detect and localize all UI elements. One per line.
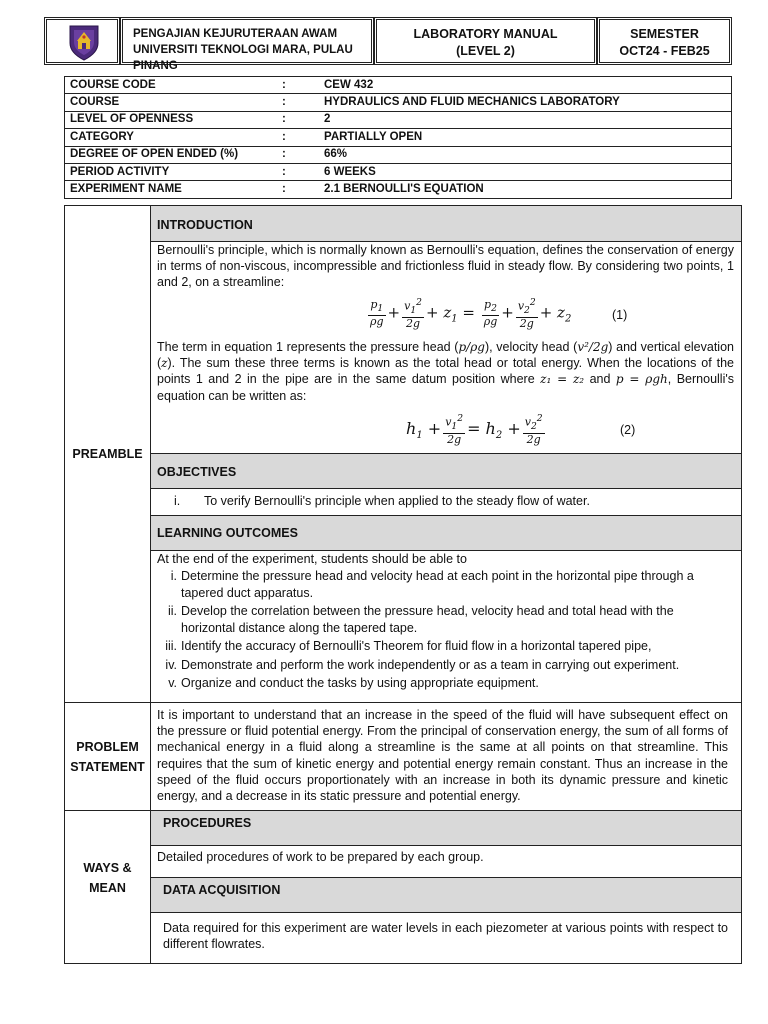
border bbox=[64, 205, 65, 964]
objective-text: To verify Bernoulli's principle when applied to the steady flow of water. bbox=[204, 494, 590, 508]
term-text-part: , Bernoulli's equation can be written as: bbox=[157, 372, 734, 403]
list-item bbox=[157, 638, 717, 655]
border bbox=[64, 702, 742, 703]
border bbox=[150, 205, 151, 964]
ways-label-line-1: WAYS & bbox=[83, 861, 132, 875]
problem-label-line-1: PROBLEM bbox=[76, 740, 139, 754]
info-separator: : bbox=[277, 94, 319, 111]
department-line-2: UNIVERSITI TEKNOLOGI MARA, PULAU PINANG bbox=[133, 44, 353, 72]
procedures-title: PROCEDURES bbox=[163, 816, 252, 830]
info-label: COURSE CODE bbox=[65, 77, 278, 94]
list-item-text: Identify the accuracy of Bernoulli's Theorem for fluid flow in a horizontal tapered pipe, bbox=[181, 639, 652, 653]
ways-label-line-2: MEAN bbox=[89, 881, 126, 895]
logo-box bbox=[44, 17, 120, 65]
list-item-number: iv. bbox=[165, 657, 177, 672]
info-value: PARTIALLY OPEN bbox=[319, 129, 732, 146]
equation-1-number: (1) bbox=[612, 308, 628, 322]
border bbox=[150, 488, 742, 489]
info-value: 2 bbox=[319, 111, 732, 128]
department-line-1: PENGAJIAN KEJURUTERAAN AWAM bbox=[133, 28, 338, 40]
list-item-number: iii. bbox=[165, 639, 177, 653]
border bbox=[741, 205, 742, 964]
objectives-header-bg bbox=[151, 453, 741, 488]
table-row bbox=[65, 181, 732, 198]
list-item-number: ii. bbox=[167, 604, 177, 618]
info-value: 6 WEEKS bbox=[319, 163, 732, 180]
info-label: EXPERIMENT NAME bbox=[65, 181, 278, 198]
border bbox=[150, 845, 742, 846]
border bbox=[64, 810, 742, 811]
semester-label: SEMESTER bbox=[630, 27, 699, 41]
learning-outcomes-list bbox=[157, 568, 717, 694]
ways-and-mean-label bbox=[65, 858, 150, 898]
info-separator: : bbox=[277, 129, 319, 146]
table-row bbox=[65, 146, 732, 163]
info-label: DEGREE OF OPEN ENDED (%) bbox=[65, 146, 278, 163]
problem-statement-text: It is important to understand that an increase in the speed of the fluid will have subsequent effect on the pressure or fluid potential energy. From the principal of conservation energy, the sum of all forms of mechanical energy in a fluid along a streamline is the same at all points on that streamline. This requires that the sum of kinetic energy and potential energy remain constant. Thus an increase in the speed of the fluid occurs proportionately with an increase in both its dynamic pressure and kinetic energy, and a decrease in its static pressure and potential energy. bbox=[157, 708, 728, 804]
procedures-text: Detailed procedures of work to be prepared by each group. bbox=[157, 850, 484, 864]
list-item bbox=[157, 657, 717, 674]
info-label: CATEGORY bbox=[65, 129, 278, 146]
objectives-title: OBJECTIVES bbox=[157, 465, 237, 479]
preamble-label: PREAMBLE bbox=[72, 447, 143, 461]
list-item-text: Organize and conduct the tasks by using appropriate equipment. bbox=[181, 676, 539, 690]
data-acquisition-text: Data required for this experiment are water levels in each piezometer at various points with respect to different flowrates. bbox=[163, 921, 728, 952]
manual-level: (LEVEL 2) bbox=[456, 44, 515, 58]
table-row bbox=[65, 129, 732, 146]
bernoulli-equation-1: $\frac{p_1}{\rho g}$ + $\frac{v_1^2}{2g}$ + $z_1$ = $\frac{p_2}{\rho g}$ + $\frac{v_2^2}{2g}$ + $z_2$ bbox=[370, 297, 572, 330]
info-separator: : bbox=[277, 111, 319, 128]
table-row bbox=[65, 163, 732, 180]
table-row bbox=[65, 111, 732, 128]
learning-outcomes-intro: At the end of the experiment, students should be able to bbox=[157, 552, 467, 566]
term-text-part: The term in equation 1 represents the pressure head ( bbox=[157, 340, 459, 354]
border bbox=[150, 912, 742, 913]
info-separator: : bbox=[277, 146, 319, 163]
university-logo bbox=[66, 23, 102, 61]
introduction-title: INTRODUCTION bbox=[157, 218, 253, 232]
info-label: PERIOD ACTIVITY bbox=[65, 163, 278, 180]
table-row bbox=[65, 77, 732, 94]
bernoulli-equation-2: $h_1$ + $\frac{v_1^2}{2g}$ = $h_2$ + $\frac{v_2^2}{2g}$ bbox=[406, 413, 543, 446]
list-item-number: i. bbox=[170, 569, 177, 583]
info-label: LEVEL OF OPENNESS bbox=[65, 111, 278, 128]
list-item-number: v. bbox=[168, 676, 177, 690]
info-label: COURSE bbox=[65, 94, 278, 111]
info-separator: : bbox=[277, 181, 319, 198]
department-box bbox=[120, 17, 374, 72]
table-row bbox=[65, 94, 732, 111]
term-text-part: ). The sum these three terms is known as the total head or total energy. When the locations of the points 1 and 2 in the pipe are in the same datum position where bbox=[157, 356, 734, 387]
border bbox=[64, 963, 742, 964]
border bbox=[150, 550, 742, 551]
info-value: HYDRAULICS AND FLUID MECHANICS LABORATORY bbox=[319, 94, 732, 111]
manual-box bbox=[374, 17, 597, 65]
term-explanation-text: The term in equation 1 represents the pressure head (p/ρg), velocity head (v²/2g) and vertical elevation (z). The sum these three terms is known as the total head or total energy. When the locations of the points 1 and 2 in the pipe are in the same datum position where z₁ = z₂ and p = ρgh, Bernoulli's equation can be written as: bbox=[157, 340, 734, 403]
course-info-table bbox=[64, 76, 732, 199]
term-text-part: ), velocity head ( bbox=[484, 340, 578, 354]
equation-2-number: (2) bbox=[620, 423, 636, 437]
problem-label-line-2: STATEMENT bbox=[70, 760, 145, 774]
term-text-part: ) and vertical elevation ( bbox=[157, 340, 734, 371]
problem-statement-label bbox=[65, 737, 150, 777]
semester-box bbox=[597, 17, 732, 65]
manual-title: LABORATORY MANUAL bbox=[413, 27, 558, 41]
list-item bbox=[157, 675, 717, 692]
objective-number: i. bbox=[174, 494, 181, 508]
border bbox=[150, 453, 742, 454]
list-item-text: Demonstrate and perform the work independently or as a team in carrying out experiment. bbox=[181, 657, 680, 672]
list-item bbox=[157, 603, 717, 636]
info-separator: : bbox=[277, 77, 319, 94]
semester-value: OCT24 - FEB25 bbox=[619, 44, 710, 58]
info-value: CEW 432 bbox=[319, 77, 732, 94]
list-item-text: Determine the pressure head and velocity head at each point in the horizontal pipe through a tapered duct apparatus. bbox=[181, 569, 694, 600]
info-value: 2.1 BERNOULLI'S EQUATION bbox=[319, 181, 732, 198]
introduction-text: Bernoulli's principle, which is normally known as Bernoulli's equation, defines the conservation of energy in terms of non-viscous, incompressible and frictionless fluid in steady flow. By considering two points, 1 and 2, on a streamline: bbox=[157, 243, 734, 290]
border bbox=[150, 515, 742, 516]
list-item bbox=[157, 568, 717, 601]
border bbox=[64, 205, 742, 206]
list-item-text: Develop the correlation between the pressure head, velocity head and total head with the horizontal distance along the tapered tape. bbox=[181, 604, 674, 635]
info-separator: : bbox=[277, 163, 319, 180]
info-value: 66% bbox=[319, 146, 732, 163]
border bbox=[150, 877, 742, 878]
data-acquisition-title: DATA ACQUISITION bbox=[163, 883, 281, 897]
learning-outcomes-title: LEARNING OUTCOMES bbox=[157, 526, 298, 540]
term-text-part: and bbox=[584, 372, 616, 387]
